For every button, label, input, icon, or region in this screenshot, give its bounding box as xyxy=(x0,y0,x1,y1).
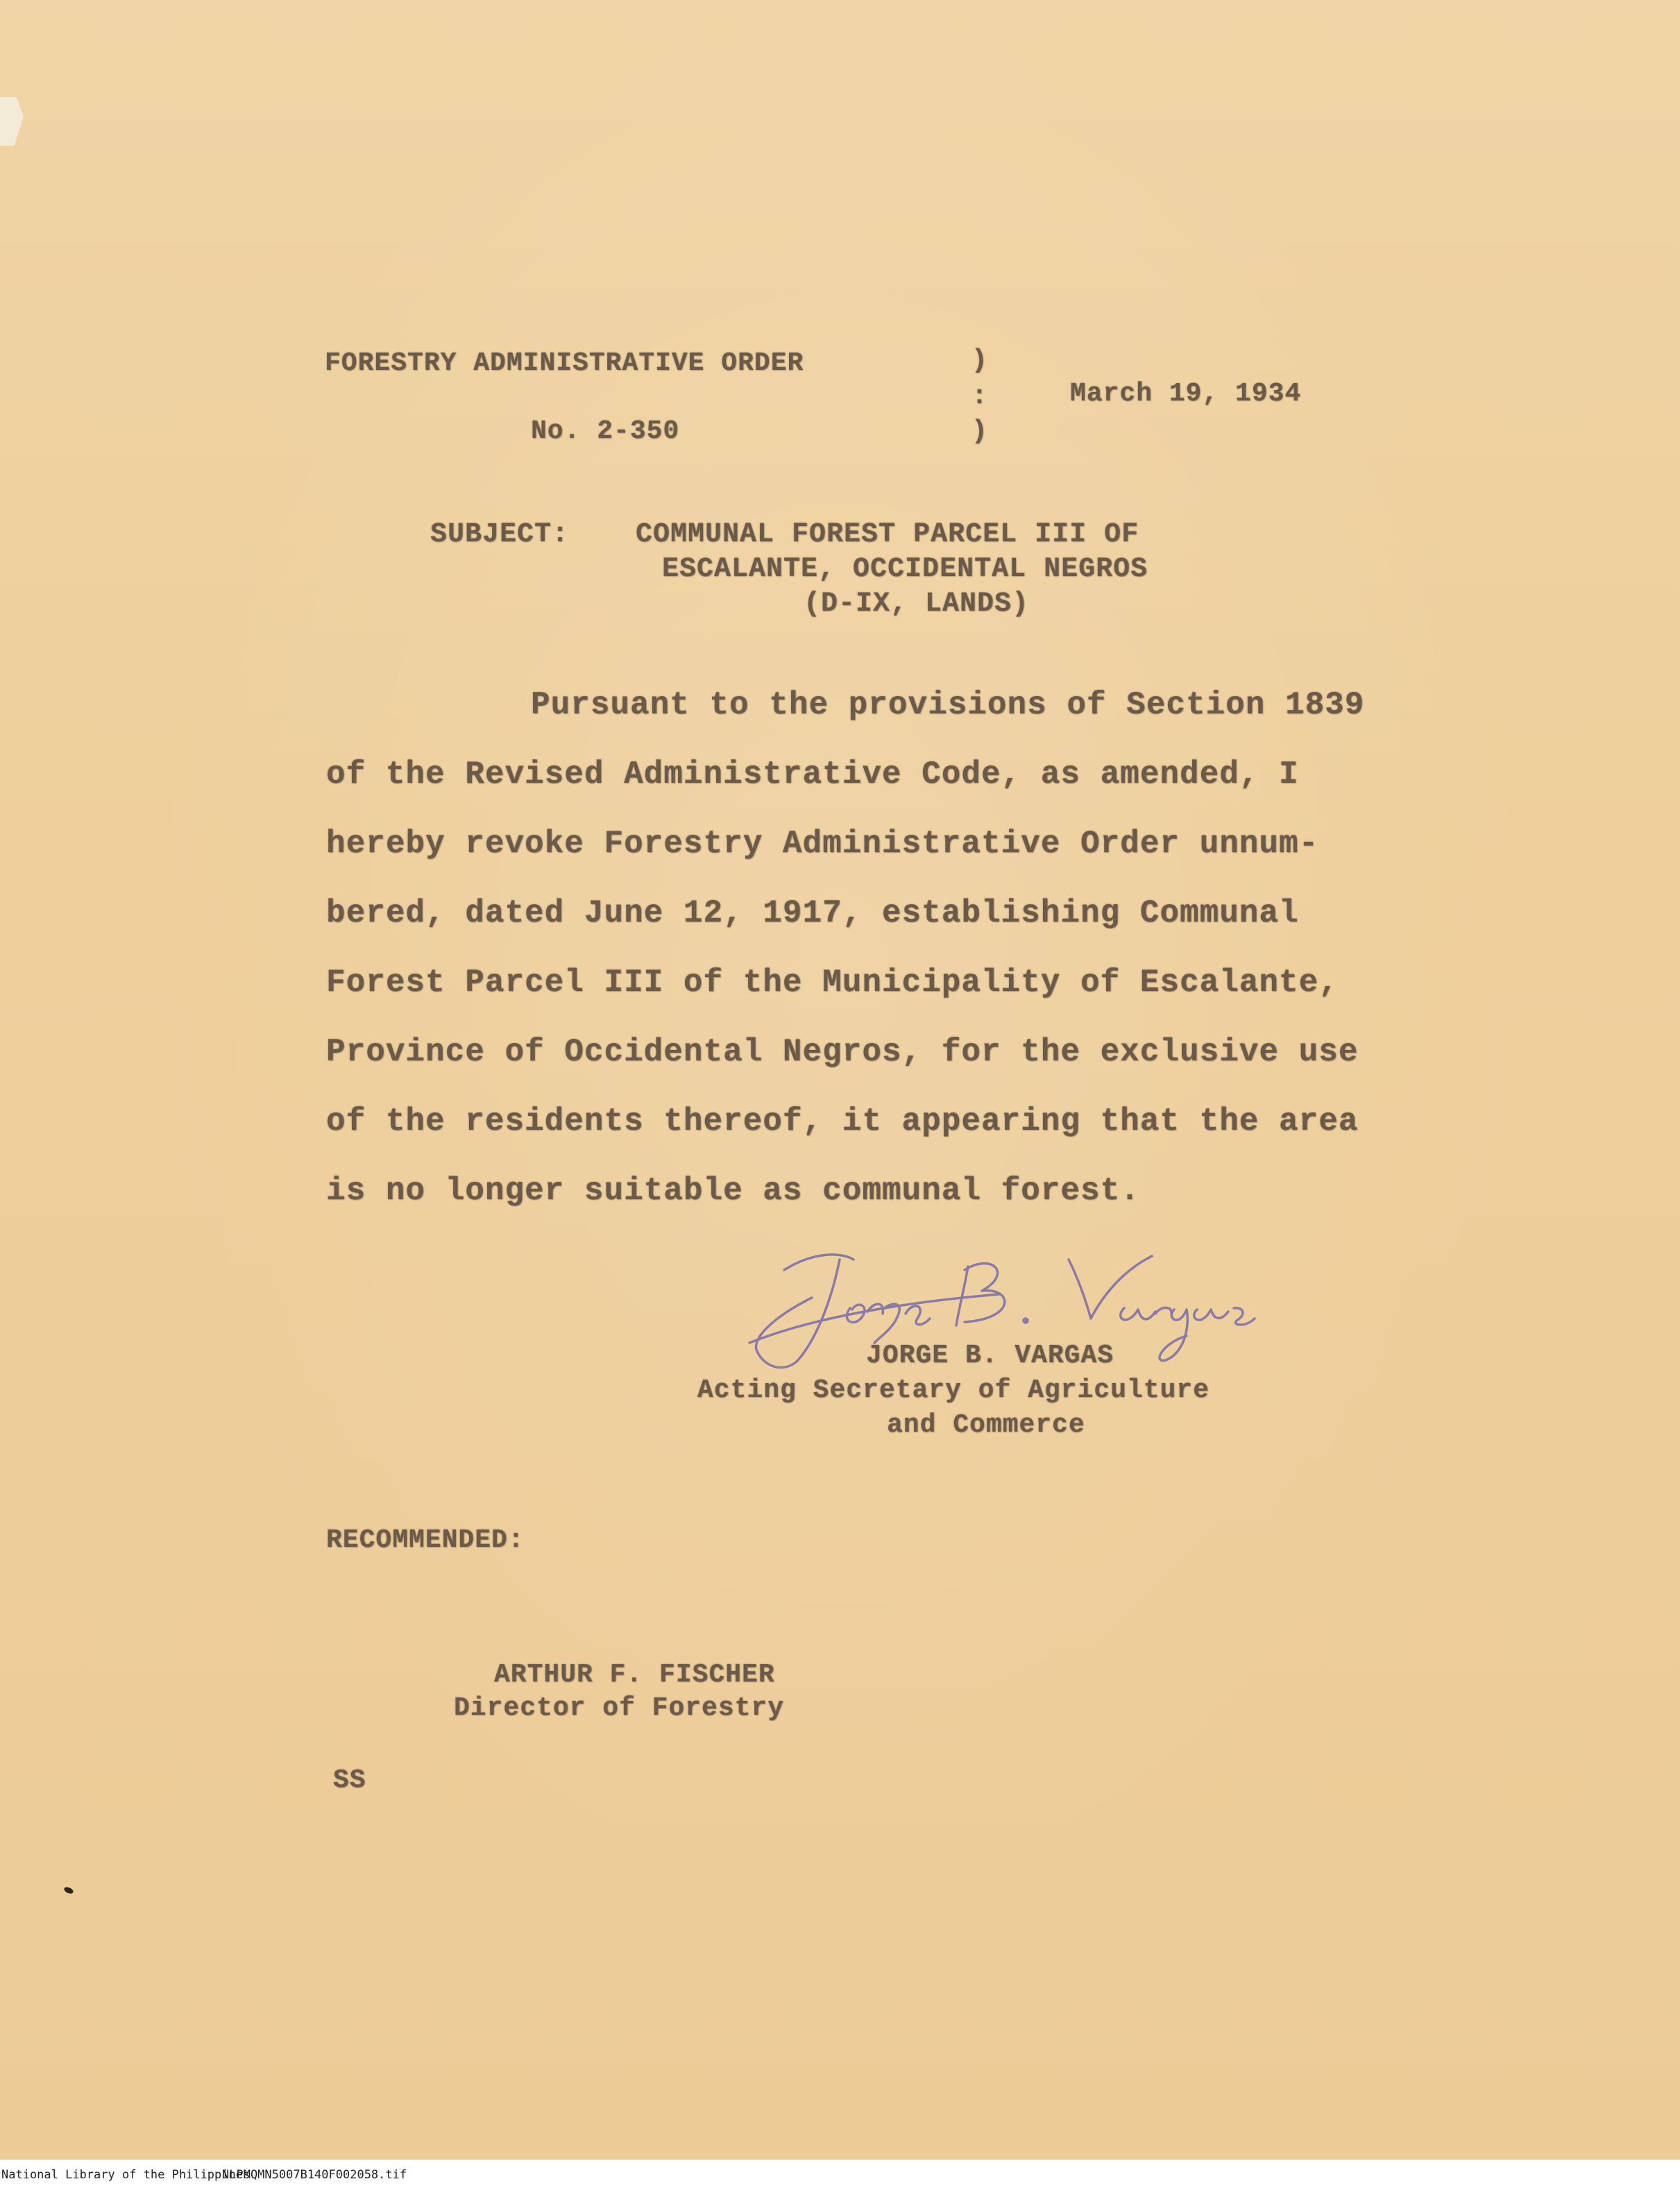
typist-initials: SS xyxy=(333,1765,366,1795)
ink-speck xyxy=(63,1886,74,1895)
footer-institution: National Library of the Philippines xyxy=(1,2168,251,2182)
subject-label: SUBJECT: xyxy=(430,519,570,550)
subject-line-1: COMMUNAL FOREST PARCEL III OF xyxy=(636,519,1139,550)
body-line-6: Province of Occidental Negros, for the exclusive use xyxy=(326,1034,1359,1070)
body-line-8: is no longer suitable as communal forest. xyxy=(326,1173,1140,1209)
order-number: No. 2-350 xyxy=(531,416,680,446)
subject-line-2: ESCALANTE, OCCIDENTAL NEGROS xyxy=(662,554,1148,585)
scan-footer xyxy=(0,2160,1680,2186)
body-line-4: bered, dated June 12, 1917, establishing Communal xyxy=(326,895,1299,931)
signatory-title-1: Acting Secretary of Agriculture xyxy=(697,1375,1210,1405)
bracket-mid: : xyxy=(971,382,988,412)
signatory-name: JORGE B. VARGAS xyxy=(866,1341,1114,1371)
footer-filename: NLPMQMN5007B140F002058.tif xyxy=(222,2168,407,2182)
bracket-top: ) xyxy=(971,346,988,375)
bracket-bottom: ) xyxy=(971,416,988,446)
order-title: FORESTRY ADMINISTRATIVE ORDER xyxy=(325,348,804,378)
body-line-3: hereby revoke Forestry Administrative Order unnum- xyxy=(326,826,1319,862)
torn-edge xyxy=(0,97,24,146)
recommender-title: Director of Forestry xyxy=(454,1693,785,1723)
body-line-7: of the residents thereof, it appearing that the area xyxy=(326,1103,1359,1139)
recommended-label: RECOMMENDED: xyxy=(326,1525,525,1555)
body-line-1: Pursuant to the provisions of Section 1839 xyxy=(531,687,1365,723)
signatory-title-2: and Commerce xyxy=(887,1410,1085,1440)
recommender-name: ARTHUR F. FISCHER xyxy=(494,1660,775,1690)
body-line-2: of the Revised Administrative Code, as amended, I xyxy=(326,756,1299,793)
order-date: March 19, 1934 xyxy=(1070,379,1302,409)
body-line-5: Forest Parcel III of the Municipality of Escalante, xyxy=(326,965,1339,1001)
subject-line-3: (D-IX, LANDS) xyxy=(804,588,1030,620)
